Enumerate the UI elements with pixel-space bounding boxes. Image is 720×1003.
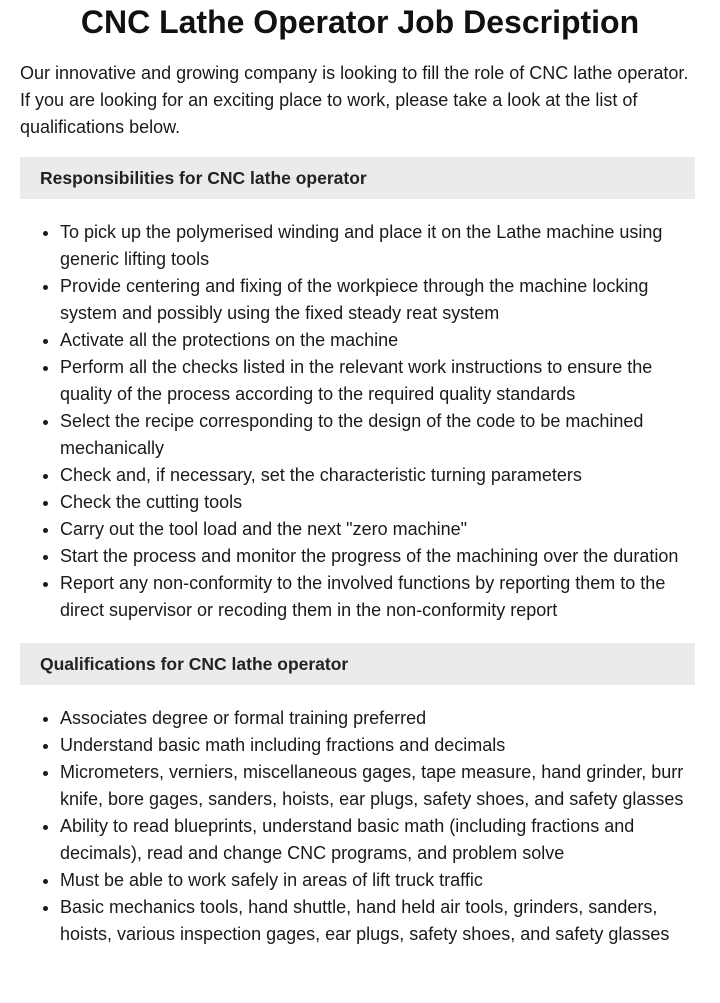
list-item: • Must be able to work safely in areas of lift truck traffic	[60, 867, 700, 894]
list-item: • Activate all the protections on the machine	[60, 327, 700, 354]
list-item: • Understand basic math including fractions and decimals	[60, 732, 700, 759]
page-title: CNC Lathe Operator Job Description	[80, 4, 640, 40]
responsibilities-heading: Responsibilities for CNC lathe operator	[20, 157, 695, 199]
list-item: • Micrometers, verniers, miscellaneous gages, tape measure, hand grinder, burr knife, bore gages, sanders, hoists, ear plugs, safety shoes, and safety glasses	[60, 759, 700, 813]
qualifications-list	[0, 705, 700, 948]
list-item: • Associates degree or formal training preferred	[60, 705, 700, 732]
list-item: • Select the recipe corresponding to the design of the code to be machined mechanically	[60, 408, 700, 462]
list-item: • Perform all the checks listed in the relevant work instructions to ensure the quality of the process according to the required quality standards	[60, 354, 700, 408]
list-item: • Report any non-conformity to the involved functions by reporting them to the direct supervisor or recoding them in the non-conformity report	[60, 570, 700, 624]
list-item: • Provide centering and fixing of the workpiece through the machine locking system and possibly using the fixed steady reat system	[60, 273, 700, 327]
list-item: • Carry out the tool load and the next "zero machine"	[60, 516, 700, 543]
list-item: • Check and, if necessary, set the characteristic turning parameters	[60, 462, 700, 489]
list-item: • Basic mechanics tools, hand shuttle, hand held air tools, grinders, sanders, hoists, various inspection gages, ear plugs, safety shoes, and safety glasses	[60, 894, 700, 948]
responsibilities-list	[0, 219, 700, 624]
qualifications-heading: Qualifications for CNC lathe operator	[20, 643, 695, 685]
list-item: • Start the process and monitor the progress of the machining over the duration	[60, 543, 700, 570]
list-item: • To pick up the polymerised winding and place it on the Lathe machine using generic lifting tools	[60, 219, 700, 273]
intro-paragraph: Our innovative and growing company is looking to fill the role of CNC lathe operator. If you are looking for an exciting place to work, please take a look at the list of qualifications below.	[20, 63, 689, 137]
list-item: • Ability to read blueprints, understand basic math (including fractions and decimals), read and change CNC programs, and problem solve	[60, 813, 700, 867]
list-item: • Check the cutting tools	[60, 489, 700, 516]
